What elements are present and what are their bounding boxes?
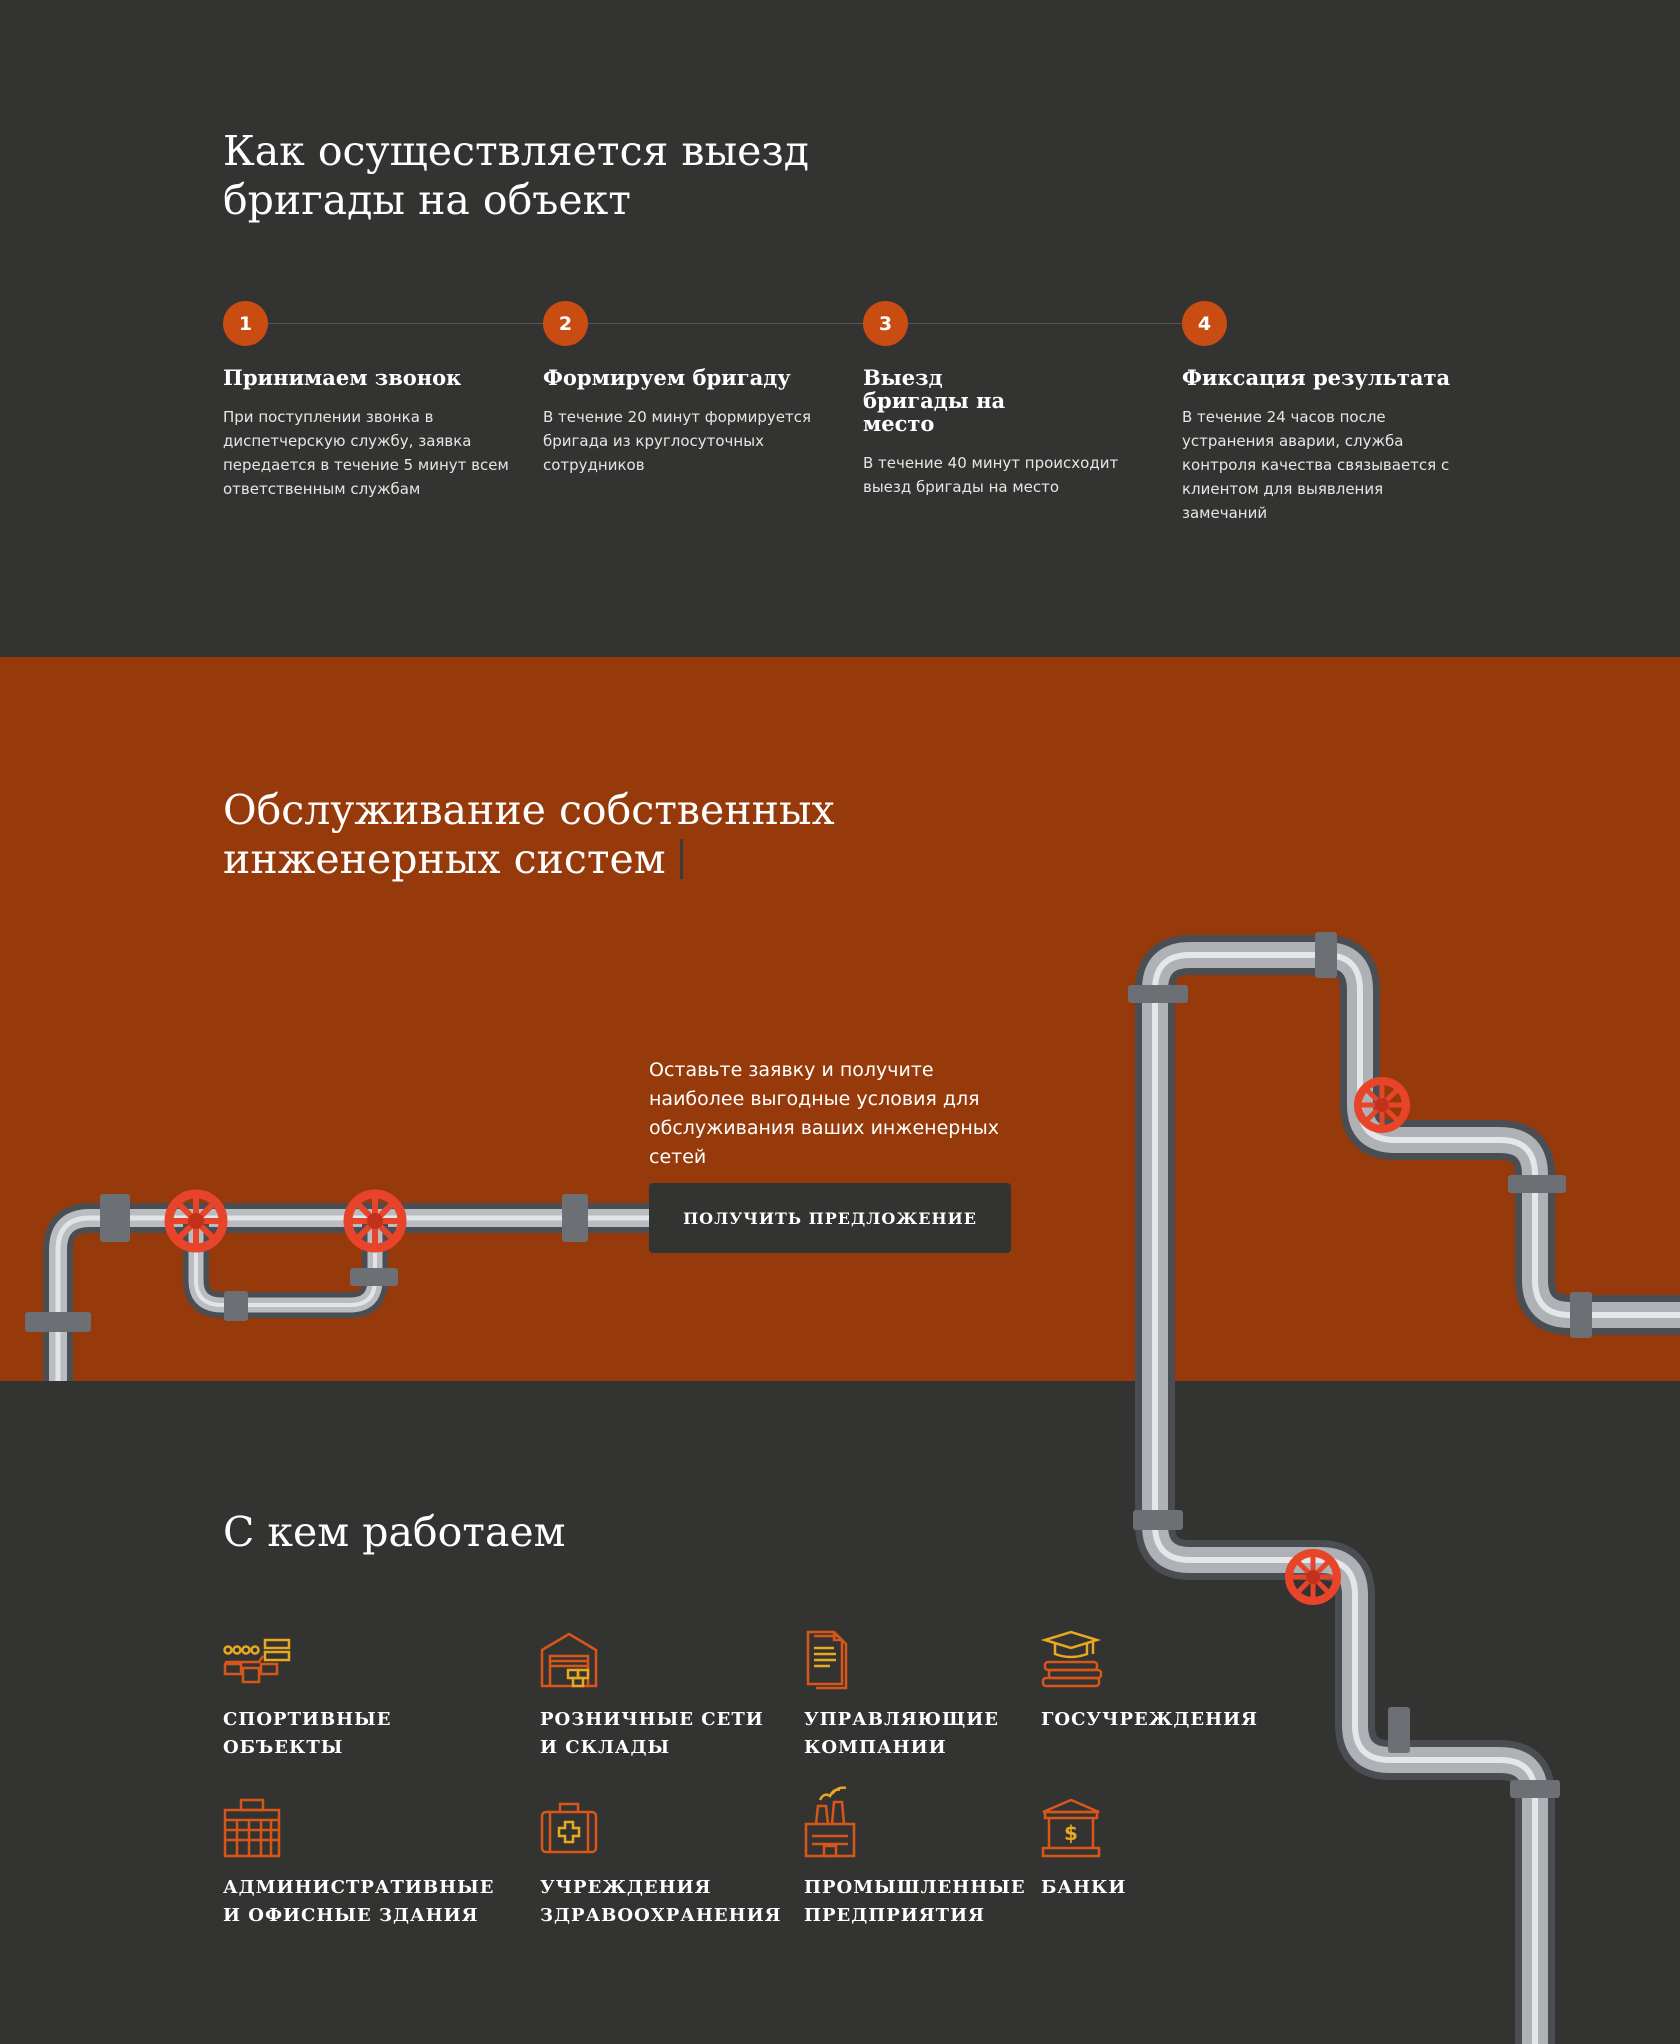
stadium-icon — [223, 1630, 293, 1690]
clients-title: С кем работаем — [223, 1508, 566, 1556]
documents-icon — [804, 1630, 874, 1690]
medical-kit-icon — [540, 1798, 610, 1858]
text-cursor — [680, 839, 683, 879]
client-label: СПОРТИВНЫЕ ОБЪЕКТЫ — [223, 1709, 392, 1758]
step-2 — [543, 301, 833, 477]
step-4 — [1182, 301, 1452, 525]
client-label: ГОСУЧРЕЖДЕНИЯ — [1041, 1709, 1258, 1730]
client-healthcare — [540, 1798, 800, 1930]
step-description: В течение 40 минут происходит выезд бригады на место — [863, 454, 1119, 496]
client-label: ПРОМЫШЛЕННЫЕ ПРЕДПРИЯТИЯ — [804, 1877, 1026, 1926]
client-label: УЧРЕЖДЕНИЯ ЗДРАВООХРАНЕНИЯ — [540, 1877, 782, 1926]
graduation-icon — [1041, 1630, 1111, 1690]
svg-text:$: $ — [1064, 1821, 1078, 1845]
service-title-line2: инженерных систем — [223, 835, 666, 883]
client-label: АДМИНИСТРАТИВНЫЕ И ОФИСНЫЕ ЗДАНИЯ — [223, 1877, 495, 1926]
step-3 — [863, 301, 1133, 499]
step-description: В течение 24 часов после устранения аварии, служба контроля качества связывается с клиентом для выявления замечаний — [1182, 408, 1450, 522]
client-retail — [540, 1630, 800, 1762]
offer-text: Оставьте заявку и получите наиболее выгодные условия для обслуживания ваших инженерных сетей — [649, 1059, 999, 1168]
office-building-icon — [223, 1798, 293, 1858]
step-title: Принимаем звонок — [223, 365, 462, 390]
steps-title-line2: бригады на объект — [223, 176, 631, 224]
step-title: Выезд бригады на место — [863, 365, 1006, 436]
step-number: 2 — [543, 301, 588, 346]
step-number: 1 — [223, 301, 268, 346]
step-description: В течение 20 минут формируется бригада из круглосуточных сотрудников — [543, 408, 812, 474]
warehouse-icon — [540, 1630, 610, 1690]
client-label: РОЗНИЧНЫЕ СЕТИ И СКЛАДЫ — [540, 1709, 764, 1758]
step-description: При поступлении звонка в диспетчерскую службу, заявка передается в течение 5 минут всем ответственным службам — [223, 408, 509, 498]
steps-title-line1: Как осуществляется выезд — [223, 127, 810, 175]
client-industry — [804, 1784, 1064, 1930]
factory-icon — [804, 1784, 874, 1858]
step-title: Формируем бригаду — [543, 365, 791, 390]
step-title: Фиксация результата — [1182, 365, 1451, 390]
step-number: 3 — [863, 301, 908, 346]
client-label: УПРАВЛЯЮЩИЕ КОМПАНИИ — [804, 1709, 999, 1758]
service-section — [0, 657, 1680, 1381]
get-offer-button[interactable]: ПОЛУЧИТЬ ПРЕДЛОЖЕНИЕ — [649, 1183, 1011, 1253]
client-government — [1041, 1630, 1301, 1734]
client-offices — [223, 1798, 495, 1930]
bank-icon — [1041, 1798, 1111, 1858]
client-management — [804, 1630, 1064, 1762]
service-title — [223, 786, 835, 884]
client-label: БАНКИ — [1041, 1877, 1127, 1898]
client-banks — [1041, 1798, 1301, 1902]
step-number: 4 — [1182, 301, 1227, 346]
steps-title — [223, 127, 809, 225]
step-1 — [223, 301, 513, 501]
service-title-line1: Обслуживание собственных — [223, 786, 835, 834]
client-sports — [223, 1630, 483, 1762]
